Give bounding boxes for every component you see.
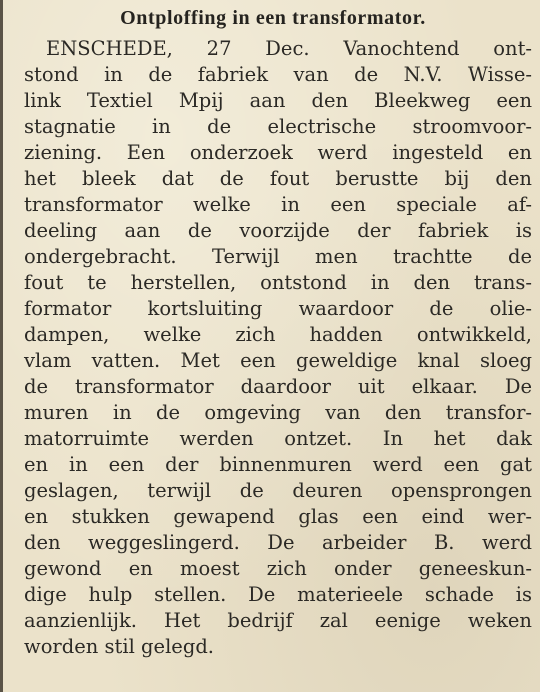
article-line: vlam vatten. Met een geweldige knal sloeg — [24, 349, 532, 372]
article-line: muren in de omgeving van den transfor- — [24, 401, 532, 424]
article-line: en in een der binnenmuren werd een gat — [24, 453, 532, 476]
article-body — [24, 36, 532, 660]
article-line: geslagen, terwijl de deuren opensprongen — [24, 479, 532, 502]
article-line: den weggeslingerd. De arbeider B. werd — [24, 531, 532, 554]
article-line: aanzienlijk. Het bedrijf zal eenige weken — [24, 609, 532, 632]
article-line: formator kortsluiting waardoor de olie- — [24, 297, 532, 320]
article-line: de transformator daardoor uit elkaar. De — [24, 375, 532, 398]
article-line: matorruimte werden ontzet. In het dak — [24, 427, 532, 450]
article-line: stond in de fabriek van de N.V. Wisse- — [24, 63, 532, 86]
article-line: transformator welke in een speciale af- — [24, 193, 532, 216]
article-line: ENSCHEDE, 27 Dec. Vanochtend ont- — [46, 37, 532, 60]
article-line: gewond en moest zich onder geneeskun- — [24, 557, 532, 580]
article-line: fout te herstellen, ontstond in den trans- — [24, 271, 532, 294]
article-line: het bleek dat de fout berustte bij den — [24, 167, 532, 190]
article-headline: Ontploffing in een transformator. — [120, 7, 426, 29]
article-line: ziening. Een onderzoek werd ingesteld en — [24, 141, 532, 164]
article-line: worden stil gelegd. — [24, 635, 215, 658]
article-line: deeling aan de voorzijde der fabriek is — [24, 219, 532, 242]
article-line: dige hulp stellen. De materieele schade is — [24, 583, 532, 606]
article-line: stagnatie in de electrische stroomvoor- — [24, 115, 532, 138]
article-line: dampen, welke zich hadden ontwikkeld, — [24, 323, 532, 346]
article-line: en stukken gewapend glas een eind wer- — [24, 505, 532, 528]
article-line: link Textiel Mpij aan den Bleekweg een — [24, 89, 532, 112]
article-line: ondergebracht. Terwijl men trachtte de — [24, 245, 532, 268]
